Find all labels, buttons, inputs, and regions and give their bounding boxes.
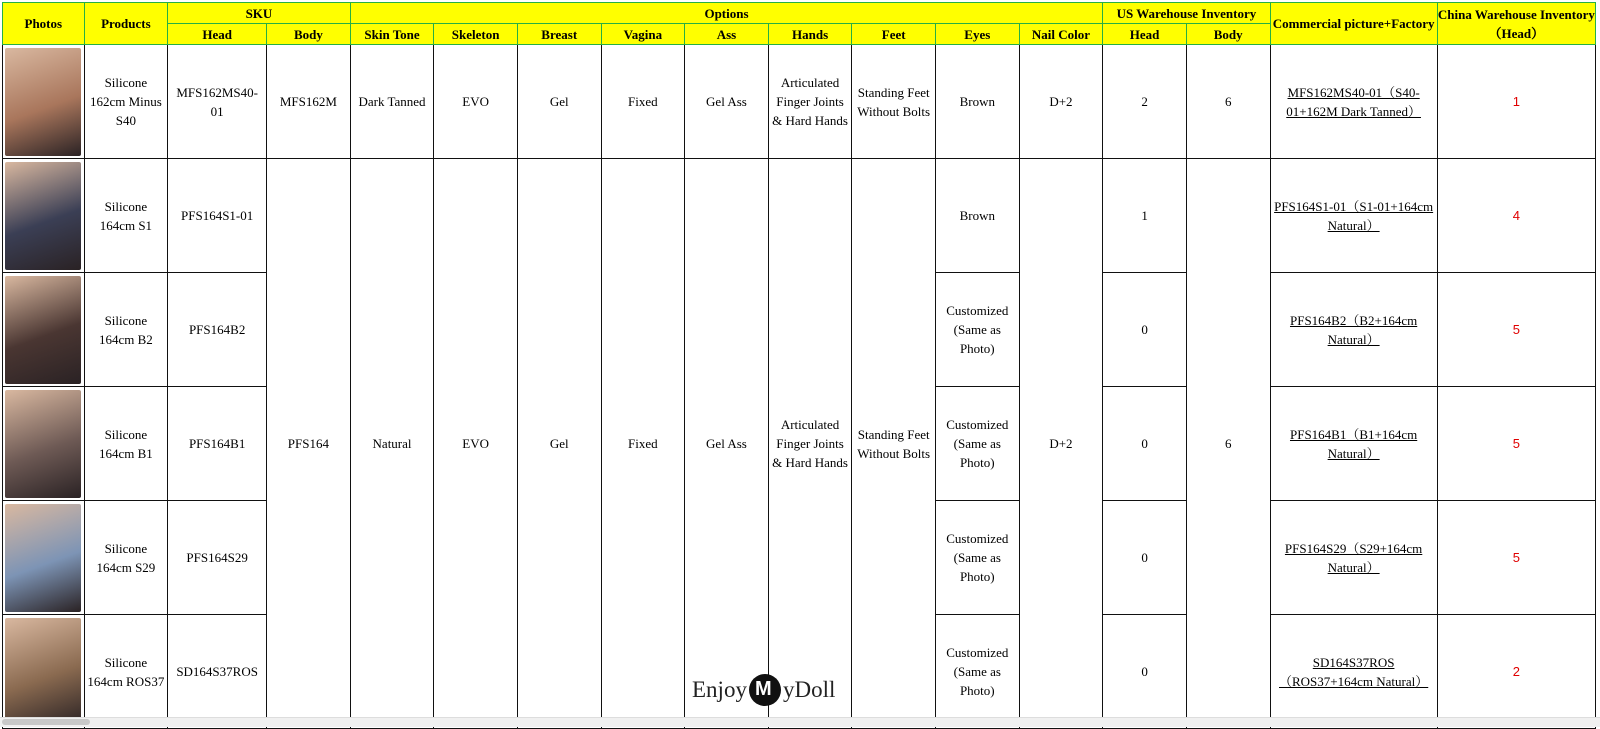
product-photo[interactable] (3, 501, 85, 615)
header-options: Options (350, 3, 1103, 24)
product-name: Silicone 164cm S29 (84, 501, 168, 615)
photo-thumbnail[interactable] (5, 48, 81, 156)
head-sku: PFS164S29 (168, 501, 267, 615)
eyes: Customized (Same as Photo) (935, 273, 1019, 387)
scrollbar-thumb[interactable] (2, 719, 90, 725)
head-sku: PFS164S1-01 (168, 159, 267, 273)
hands: Articulated Finger Joints & Hard Hands (768, 159, 852, 729)
hands: Articulated Finger Joints & Hard Hands (768, 45, 852, 159)
photo-thumbnail[interactable] (5, 162, 81, 270)
china-inventory: 5 (1437, 501, 1595, 615)
header-hands: Hands (768, 24, 852, 45)
watermark-left-text: Enjoy (692, 677, 747, 702)
inventory-sheet (2, 2, 1596, 729)
skeleton: EVO (434, 159, 518, 729)
header-sku: SKU (168, 3, 351, 24)
feet: Standing Feet Without Bolts (852, 159, 936, 729)
table-row (3, 45, 1596, 159)
us-body-inventory: 6 (1186, 159, 1270, 729)
header-china-inventory: China Warehouse Inventory（Head） (1437, 3, 1595, 45)
skeleton: EVO (434, 45, 518, 159)
commercial-link[interactable]: PFS164S1-01（S1-01+164cm Natural） (1270, 159, 1437, 273)
product-name: Silicone 164cm ROS37 (84, 615, 168, 729)
body-sku: PFS164 (267, 159, 351, 729)
header-skin-tone: Skin Tone (350, 24, 434, 45)
header-us-inventory: US Warehouse Inventory (1103, 3, 1270, 24)
head-sku: SD164S37ROS (168, 615, 267, 729)
product-photo[interactable] (3, 387, 85, 501)
header-skeleton: Skeleton (434, 24, 518, 45)
commercial-link[interactable]: PFS164B1（B1+164cm Natural） (1270, 387, 1437, 501)
eyes: Brown (935, 159, 1019, 273)
enjoymydoll-watermark (692, 674, 835, 706)
header-ass: Ass (685, 24, 769, 45)
header-products: Products (84, 3, 168, 45)
product-name: Silicone 162cm Minus S40 (84, 45, 168, 159)
ass: Gel Ass (685, 45, 769, 159)
product-name: Silicone 164cm B2 (84, 273, 168, 387)
product-photo[interactable] (3, 273, 85, 387)
eyes: Customized (Same as Photo) (935, 615, 1019, 729)
breast: Gel (517, 159, 601, 729)
us-head-inventory: 0 (1103, 273, 1187, 387)
photo-thumbnail[interactable] (5, 618, 81, 726)
header-commercial: Commercial picture+Factory (1270, 3, 1437, 45)
table-row (3, 159, 1596, 273)
logo-icon (749, 674, 781, 706)
commercial-link[interactable]: SD164S37ROS（ROS37+164cm Natural） (1270, 615, 1437, 729)
china-inventory: 2 (1437, 615, 1595, 729)
head-sku: PFS164B1 (168, 387, 267, 501)
commercial-link[interactable]: PFS164B2（B2+164cm Natural） (1270, 273, 1437, 387)
header-photos: Photos (3, 3, 85, 45)
header-us-body: Body (1186, 24, 1270, 45)
product-name: Silicone 164cm B1 (84, 387, 168, 501)
breast: Gel (517, 45, 601, 159)
photo-thumbnail[interactable] (5, 276, 81, 384)
photo-thumbnail[interactable] (5, 504, 81, 612)
photo-thumbnail[interactable] (5, 390, 81, 498)
skin-tone: Dark Tanned (350, 45, 434, 159)
nail-color: D+2 (1019, 45, 1103, 159)
header-us-head: Head (1103, 24, 1187, 45)
commercial-link[interactable]: PFS164S29（S29+164cm Natural） (1270, 501, 1437, 615)
eyes: Brown (935, 45, 1019, 159)
eyes: Customized (Same as Photo) (935, 387, 1019, 501)
product-photo[interactable] (3, 159, 85, 273)
head-sku: MFS162MS40-01 (168, 45, 267, 159)
china-inventory: 4 (1437, 159, 1595, 273)
us-head-inventory: 2 (1103, 45, 1187, 159)
us-head-inventory: 0 (1103, 501, 1187, 615)
header-body: Body (267, 24, 351, 45)
ass: Gel Ass (685, 159, 769, 729)
nail-color: D+2 (1019, 159, 1103, 729)
commercial-link[interactable]: MFS162MS40-01（S40-01+162M Dark Tanned） (1270, 45, 1437, 159)
header-breast: Breast (517, 24, 601, 45)
skin-tone: Natural (350, 159, 434, 729)
china-inventory: 1 (1437, 45, 1595, 159)
product-name: Silicone 164cm S1 (84, 159, 168, 273)
watermark-right-text: yDoll (782, 677, 836, 702)
header-feet: Feet (852, 24, 936, 45)
header-head: Head (168, 24, 267, 45)
vagina: Fixed (601, 159, 685, 729)
head-sku: PFS164B2 (168, 273, 267, 387)
header-eyes: Eyes (935, 24, 1019, 45)
china-inventory: 5 (1437, 273, 1595, 387)
product-photo[interactable] (3, 45, 85, 159)
feet: Standing Feet Without Bolts (852, 45, 936, 159)
eyes: Customized (Same as Photo) (935, 501, 1019, 615)
vagina: Fixed (601, 45, 685, 159)
china-inventory: 5 (1437, 387, 1595, 501)
us-head-inventory: 1 (1103, 159, 1187, 273)
header-vagina: Vagina (601, 24, 685, 45)
us-head-inventory: 0 (1103, 615, 1187, 729)
header-nail-color: Nail Color (1019, 24, 1103, 45)
us-head-inventory: 0 (1103, 387, 1187, 501)
product-photo[interactable] (3, 615, 85, 729)
us-body-inventory: 6 (1186, 45, 1270, 159)
body-sku: MFS162M (267, 45, 351, 159)
